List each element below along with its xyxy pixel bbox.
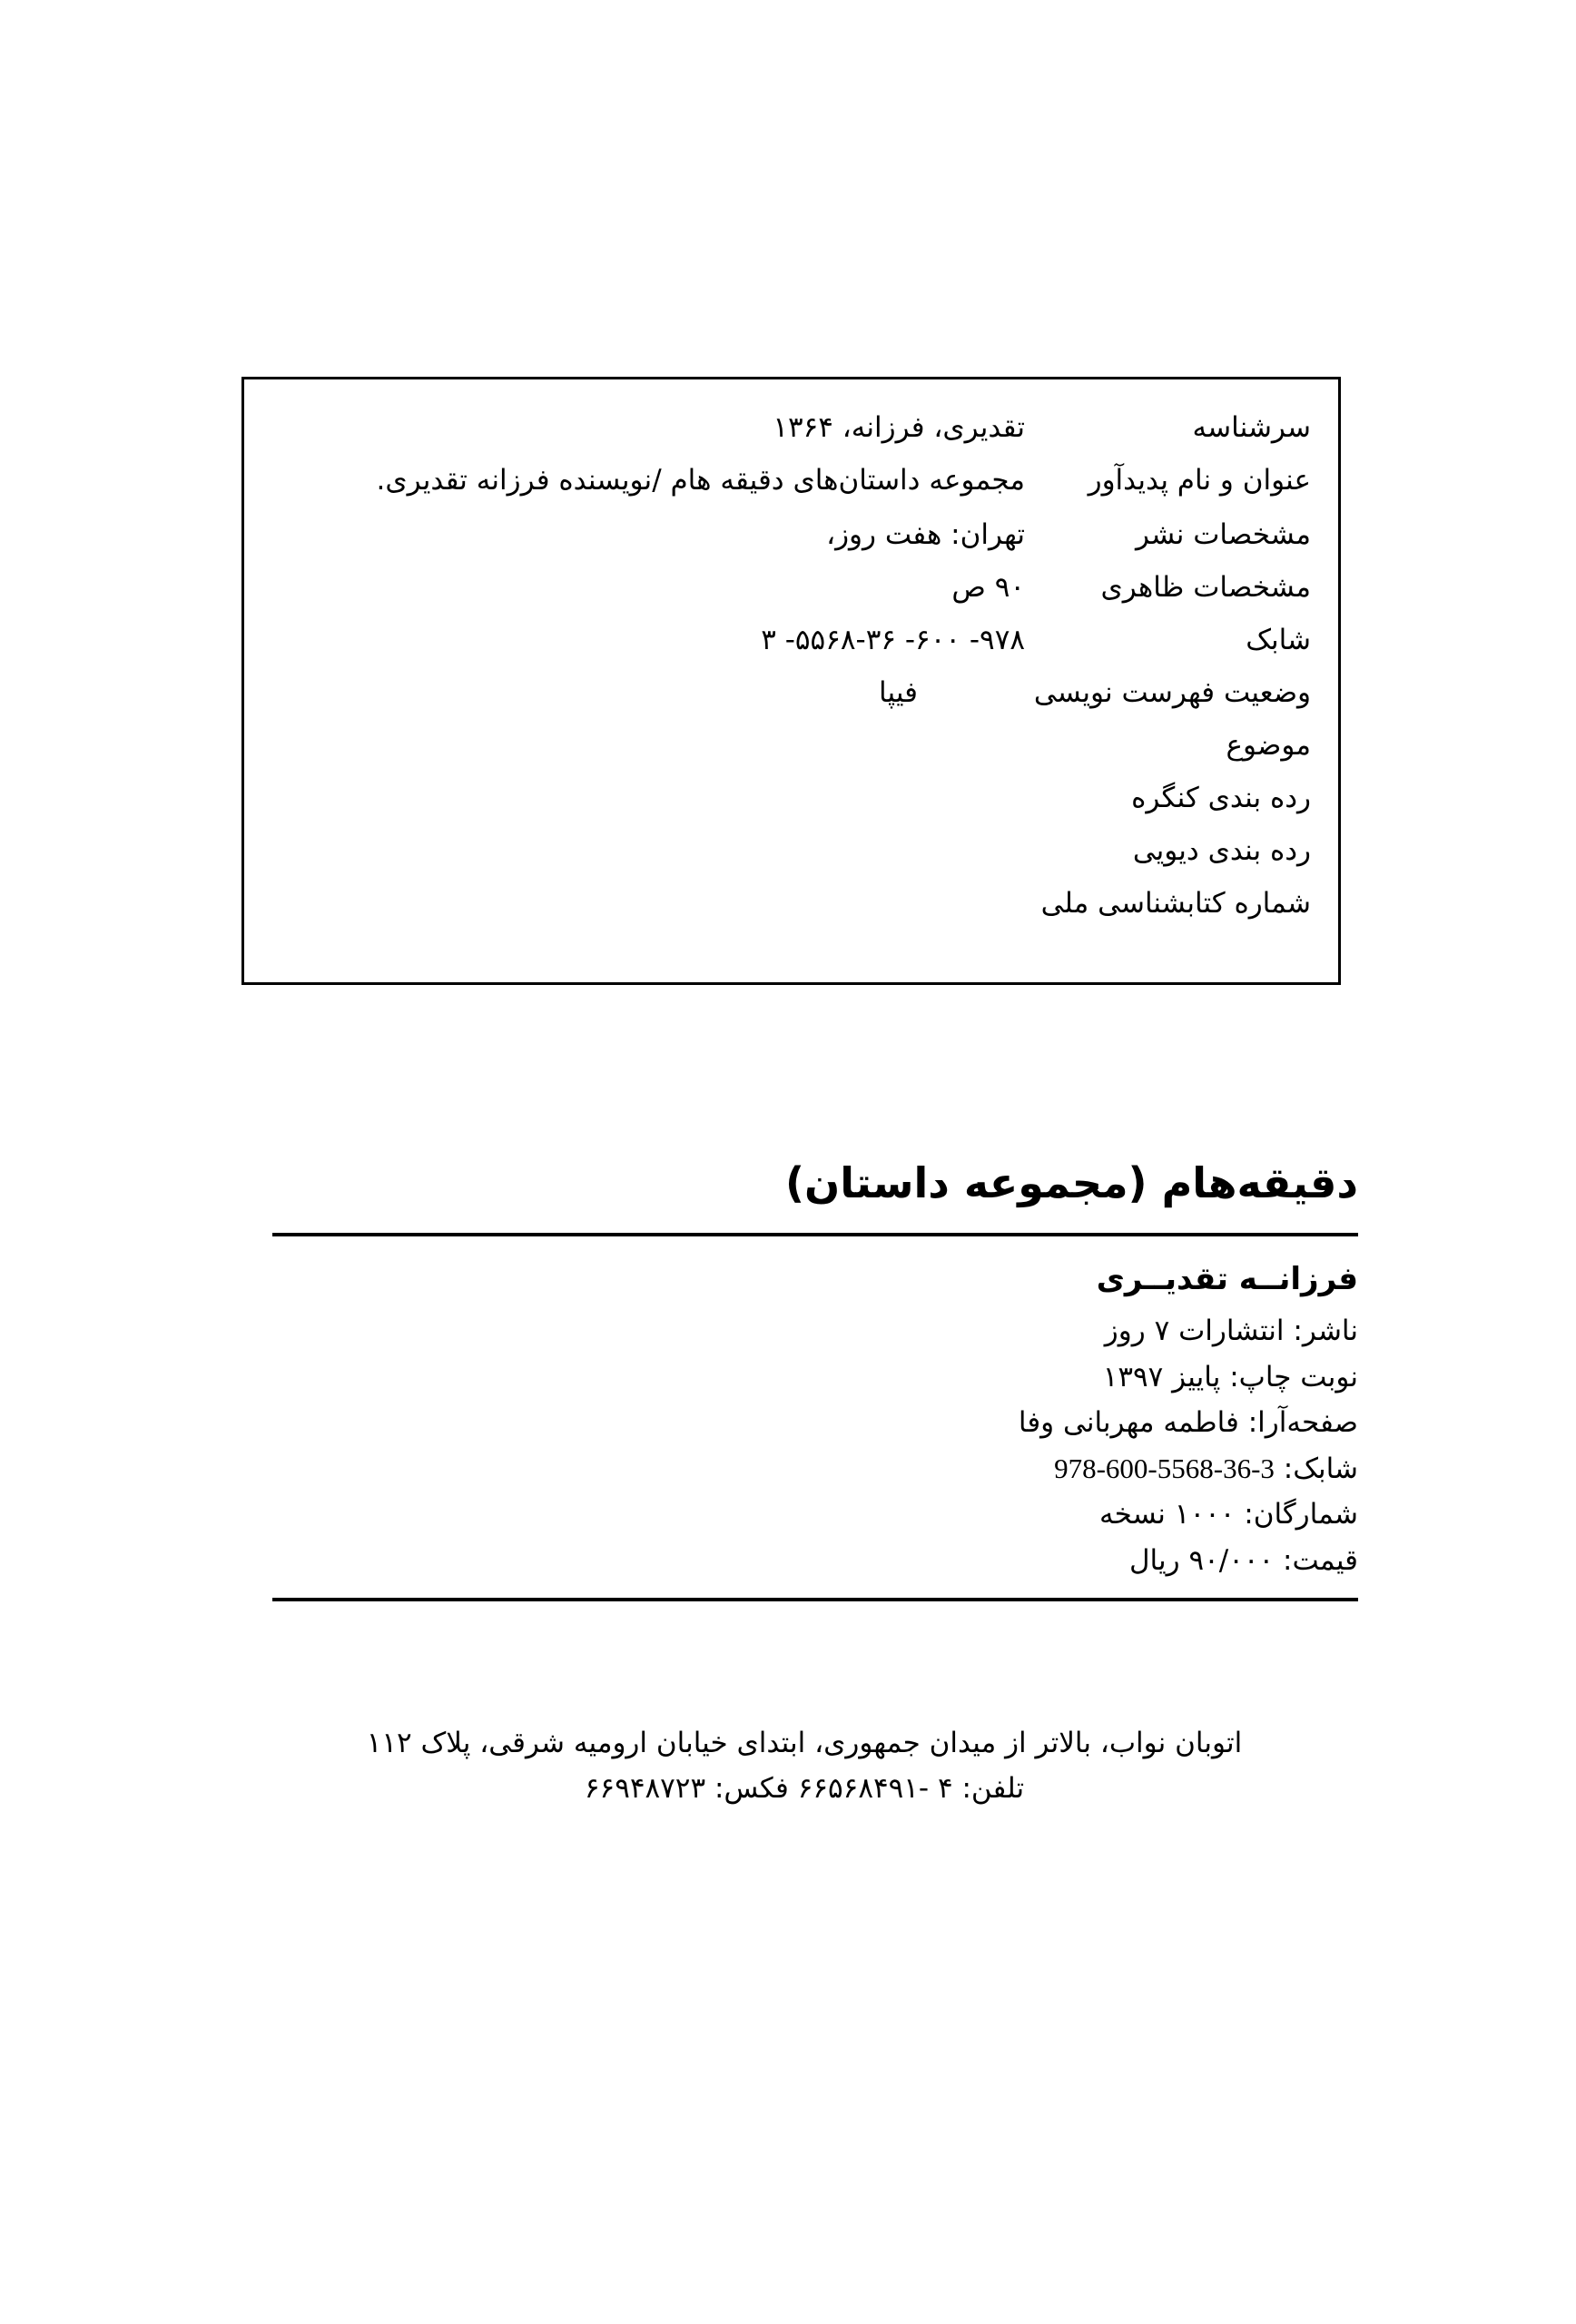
cip-label-congress-classification: رده بندی کنگره [1131, 782, 1311, 814]
cip-row [268, 828, 1311, 879]
cip-value-publication: تهران: هفت روز، [826, 518, 1025, 551]
author-name: فرزانــه تقدیــری [1096, 1261, 1358, 1298]
publisher-address-block [241, 1720, 1367, 1811]
isbn-line [272, 1446, 1358, 1492]
cip-label-national-bibliography-number: شماره کتابشناسی ملی [1040, 887, 1311, 920]
cip-row [268, 670, 1311, 721]
cip-row [268, 512, 1311, 563]
address-street-line: اتوبان نواب، بالاتر از میدان جمهوری، ابتدای خیابان ارومیه شرقی، پلاک ۱۱۲ [366, 1727, 1243, 1759]
colophon-block [272, 1155, 1358, 1601]
cip-row [268, 565, 1311, 615]
isbn-value: 978-600-5568-36-3 [1054, 1452, 1275, 1484]
print-run-line: شمارگان: ۱۰۰۰ نسخه [1099, 1498, 1358, 1531]
edition-line: نوبت چاپ: پاییز ۱۳۹۷ [1102, 1360, 1358, 1393]
cip-label-sarshenaseh: سرشناسه [1192, 411, 1311, 444]
cip-row [268, 405, 1311, 456]
cip-row [268, 723, 1311, 773]
cip-value-dewey-classification [268, 828, 1025, 873]
layout-designer-line: صفحه‌آرا: فاطمه مهربانی وفا [1018, 1406, 1358, 1440]
cip-value-physical: ۹۰ ص [951, 571, 1025, 604]
cip-value-sarshenaseh: تقدیری، فرزانه، ۱۳۶۴ [773, 411, 1025, 444]
cip-row [268, 458, 1311, 510]
imprint-details [272, 1236, 1358, 1598]
cip-label-dewey-classification: رده بندی دیویی [1132, 834, 1311, 867]
cip-value-isbn: ۹۷۸- ۶۰۰- ۵۵۶۸-۳۶- ۳ [761, 624, 1025, 656]
cip-value-cataloging-status: فیپا [879, 676, 918, 709]
price-line: قیمت: ۹۰/۰۰۰ ریال [1129, 1543, 1358, 1577]
cip-row [268, 881, 1311, 931]
cip-row [268, 617, 1311, 668]
cip-row [268, 775, 1311, 826]
cip-label-title-author: عنوان و نام پدیدآور [1088, 464, 1311, 497]
isbn-label: شابک: [1274, 1452, 1358, 1485]
address-phone-line: تلفن: ۴ -۶۶۵۶۸۴۹۱ فکس: ۶۶۹۴۸۷۲۳ [584, 1772, 1025, 1806]
cip-label-isbn: شابک [1246, 624, 1311, 656]
page-title: دقیقه‌هام (مجموعه داستان) [784, 1158, 1358, 1207]
cip-label-publication: مشخصات نشر [1135, 518, 1311, 551]
cip-value-title-author: مجموعه داستان‌های دقیقه هام /نویسنده فرزانه تقدیری. [376, 464, 1025, 497]
cip-cataloging-box [241, 377, 1341, 985]
publisher-line: ناشر: انتشارات ۷ روز [1104, 1315, 1358, 1348]
cip-value-congress-classification [268, 775, 1025, 821]
cip-value-subject [268, 723, 1025, 768]
cip-label-cataloging-status: وضعیت فهرست نویسی [1033, 676, 1311, 709]
cip-label-physical: مشخصات ظاهری [1100, 571, 1311, 604]
cip-rows [244, 379, 1338, 982]
cip-value-national-bibliography-number [268, 881, 1025, 926]
divider-bottom [272, 1598, 1358, 1601]
cip-label-subject: موضوع [1226, 729, 1311, 762]
